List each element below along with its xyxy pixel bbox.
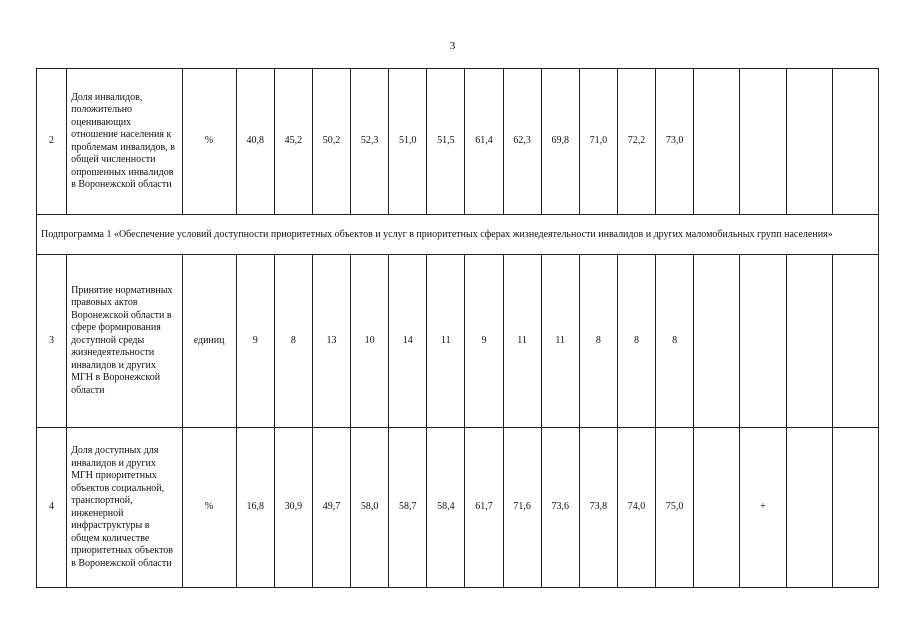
extra-cell bbox=[786, 255, 832, 428]
value-cell: 9 bbox=[236, 255, 274, 428]
value-cell: 8 bbox=[656, 255, 694, 428]
subprogram-title: Подпрограмма 1 «Обеспечение условий доступности приоритетных объектов и услуг в приоритетных сферах жизнедеятельности инвалидов и других маломобильных групп населения» bbox=[37, 215, 879, 255]
page-number: 3 bbox=[449, 40, 456, 52]
indicators-table bbox=[36, 68, 879, 588]
unit-cell: % bbox=[182, 69, 236, 215]
value-cell: 30,9 bbox=[274, 428, 312, 588]
value-cell: 73,6 bbox=[541, 428, 579, 588]
extra-cell bbox=[694, 255, 740, 428]
value-cell: 51,0 bbox=[389, 69, 427, 215]
value-cell: 11 bbox=[427, 255, 465, 428]
value-cell: 14 bbox=[389, 255, 427, 428]
value-cell: 71,6 bbox=[503, 428, 541, 588]
value-cell: 69,8 bbox=[541, 69, 579, 215]
value-cell: 73,8 bbox=[579, 428, 617, 588]
value-cell: 61,4 bbox=[465, 69, 503, 215]
extra-cell bbox=[740, 69, 786, 215]
value-cell: 45,2 bbox=[274, 69, 312, 215]
value-cell: 16,8 bbox=[236, 428, 274, 588]
value-cell: 58,7 bbox=[389, 428, 427, 588]
value-cell: 52,3 bbox=[351, 69, 389, 215]
unit-cell: единиц bbox=[182, 255, 236, 428]
row-number: 2 bbox=[37, 69, 67, 215]
extra-cell bbox=[832, 69, 878, 215]
row-number: 3 bbox=[37, 255, 67, 428]
value-cell: 8 bbox=[579, 255, 617, 428]
value-cell: 51,5 bbox=[427, 69, 465, 215]
value-cell: 40,8 bbox=[236, 69, 274, 215]
value-cell: 50,2 bbox=[312, 69, 350, 215]
row-number: 4 bbox=[37, 428, 67, 588]
value-cell: 13 bbox=[312, 255, 350, 428]
value-cell: 61,7 bbox=[465, 428, 503, 588]
value-cell: 8 bbox=[274, 255, 312, 428]
extra-cell bbox=[786, 69, 832, 215]
unit-cell: % bbox=[182, 428, 236, 588]
extra-cell bbox=[786, 428, 832, 588]
extra-cell bbox=[832, 255, 878, 428]
value-cell: 11 bbox=[541, 255, 579, 428]
subprogram-row bbox=[37, 215, 879, 255]
value-cell: 49,7 bbox=[312, 428, 350, 588]
value-cell: 74,0 bbox=[617, 428, 655, 588]
value-cell: 11 bbox=[503, 255, 541, 428]
table-row bbox=[37, 69, 879, 215]
table-row bbox=[37, 428, 879, 588]
value-cell: 72,2 bbox=[617, 69, 655, 215]
extra-cell bbox=[694, 69, 740, 215]
indicator-description: Принятие нормативных правовых актов Воронежской области в сфере формирования доступной среды жизнедеятельности инвалидов и других МГН в Воронежской области bbox=[67, 255, 182, 428]
value-cell: 71,0 bbox=[579, 69, 617, 215]
extra-cell bbox=[740, 255, 786, 428]
value-cell: 8 bbox=[617, 255, 655, 428]
extra-cell bbox=[694, 428, 740, 588]
table-row bbox=[37, 255, 879, 428]
value-cell: 58,0 bbox=[351, 428, 389, 588]
value-cell: 9 bbox=[465, 255, 503, 428]
value-cell: 73,0 bbox=[656, 69, 694, 215]
value-cell: 58,4 bbox=[427, 428, 465, 588]
value-cell: 62,3 bbox=[503, 69, 541, 215]
extra-cell: + bbox=[740, 428, 786, 588]
value-cell: 10 bbox=[351, 255, 389, 428]
indicator-description: Доля доступных для инвалидов и других МГН приоритетных объектов социальной, транспортной, инженерной инфраструктуры в общем количестве приоритетных объектов в Воронежской области bbox=[67, 428, 182, 588]
value-cell: 75,0 bbox=[656, 428, 694, 588]
extra-cell bbox=[832, 428, 878, 588]
indicator-description: Доля инвалидов, положительно оценивающих отношение населения к проблемам инвалидов, в общей численности опрошенных инвалидов в Воронежской области bbox=[67, 69, 182, 215]
